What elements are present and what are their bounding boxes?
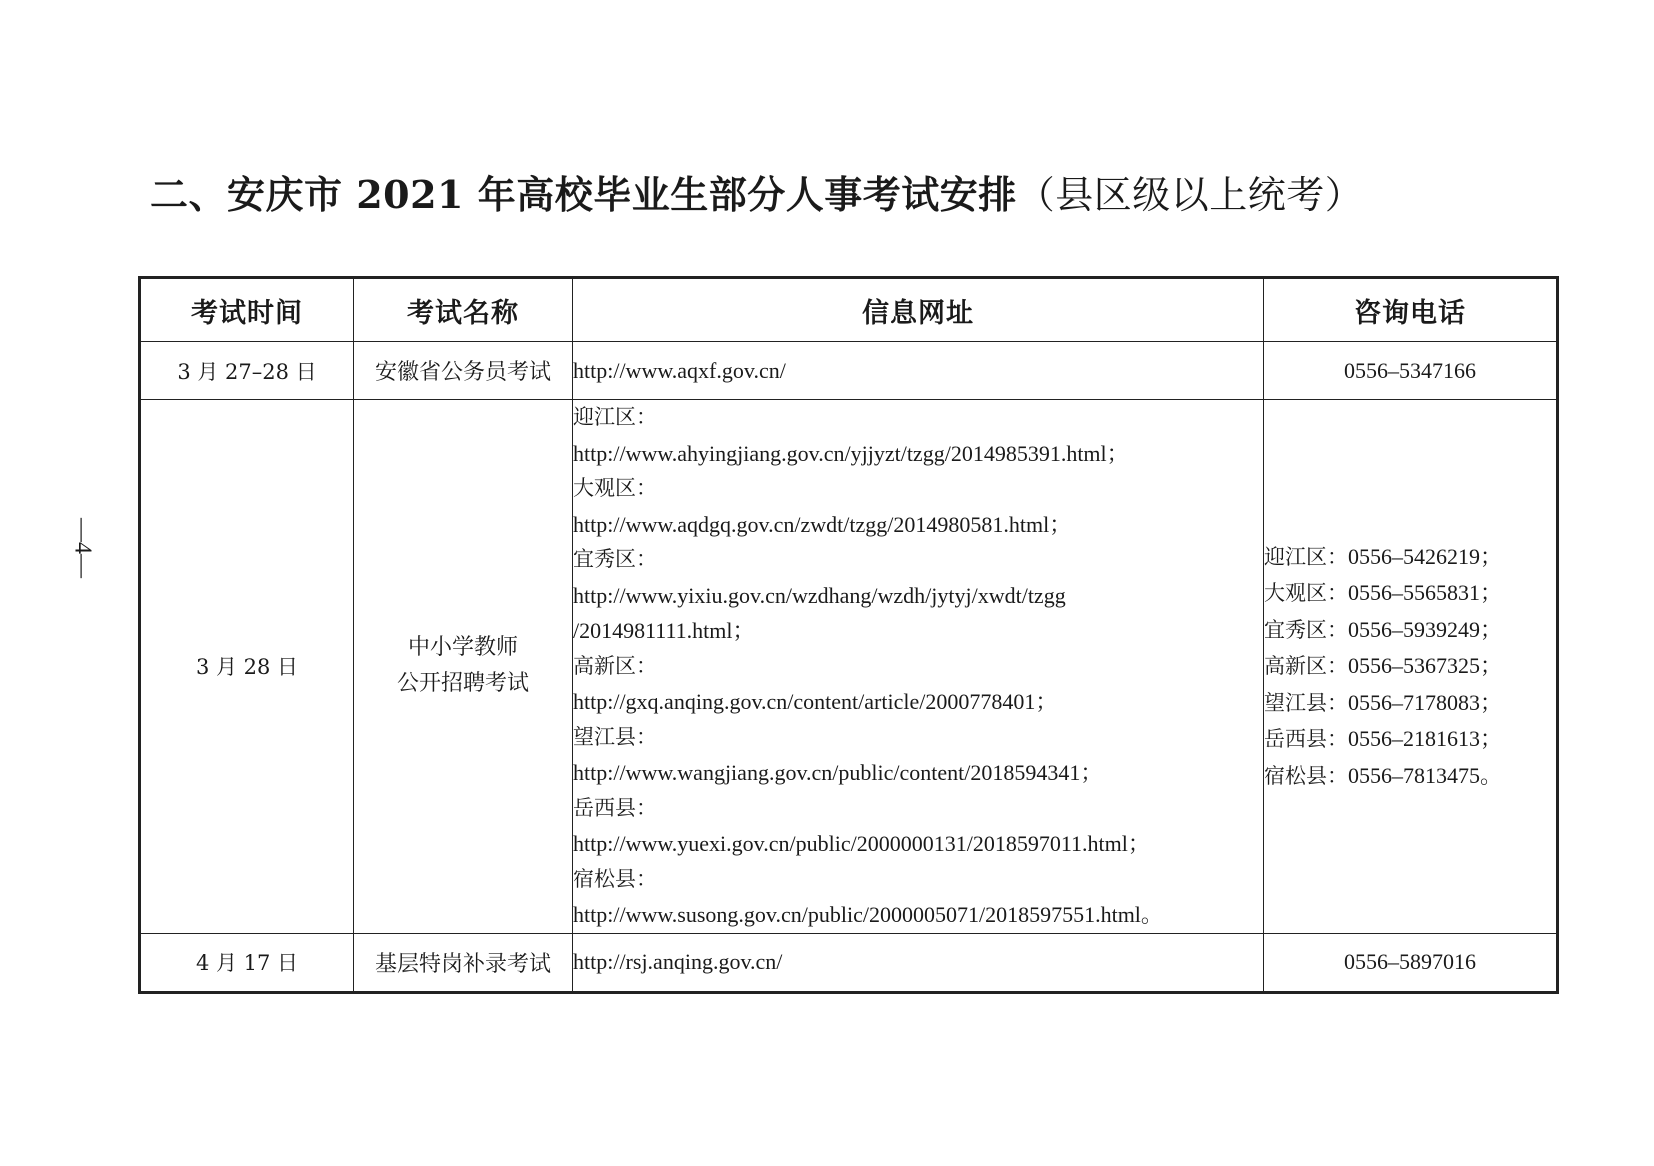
page-title (150, 164, 1530, 219)
row2-urls (573, 400, 1264, 934)
row3-phone: 0556–5897016 (1264, 933, 1558, 992)
phone-line (1264, 612, 1556, 649)
url-district-label: 宿松县： (573, 866, 657, 891)
phone-line (1264, 721, 1556, 758)
phone-line (1264, 575, 1556, 612)
table-row (140, 933, 1558, 992)
header-exam-name: 考试名称 (354, 278, 573, 342)
exam-schedule-table (138, 276, 1559, 994)
phone-label: 岳西县： (1264, 727, 1348, 751)
phone-number: 0556–5367325； (1348, 653, 1503, 678)
url-district-label: 望江县： (573, 724, 657, 749)
url-link[interactable]: http://www.susong.gov.cn/public/2000005071/2018597551.html。 (573, 902, 1163, 927)
row2-date: 3 月 28 日 (140, 400, 354, 934)
row2-name-line1: 中小学教师 (407, 635, 518, 661)
phone-label: 宿松县： (1264, 763, 1348, 788)
table-header-row (140, 278, 1558, 342)
phone-label: 宜秀区： (1264, 617, 1348, 642)
phone-number: 0556–5565831； (1348, 580, 1503, 605)
phone-number: 0556–5426219； (1348, 543, 1503, 569)
url-link[interactable]: http://www.wangjiang.gov.cn/public/content/2018594341； (573, 760, 1103, 785)
phone-line (1264, 648, 1556, 685)
header-exam-time: 考试时间 (140, 278, 354, 342)
row2-name-line2: 公开招聘考试 (396, 671, 529, 697)
phone-line (1264, 685, 1556, 722)
phone-label: 大观区： (1264, 581, 1348, 605)
url-link[interactable]: http://www.ahyingjiang.gov.cn/yjjyzt/tzgg/2014985391.html； (573, 440, 1129, 466)
title-suffix: （县区级以上统考） (1016, 173, 1364, 217)
title-main: 二、安庆市 2021 年高校毕业生部分人事考试安排 (150, 172, 1017, 217)
page-number: —4— (69, 518, 96, 578)
url-district-label: 迎江区： (573, 405, 657, 429)
url-link[interactable]: http://gxq.anqing.gov.cn/content/article/2000778401； (573, 689, 1058, 714)
table-row (140, 400, 1558, 934)
row1-name: 安徽省公务员考试 (354, 342, 573, 400)
phone-number: 0556–7178083； (1348, 689, 1503, 715)
url-link[interactable]: http://www.aqdgq.gov.cn/zwdt/tzgg/2014980581.html； (573, 511, 1072, 537)
url-district-label: 岳西县： (573, 795, 657, 820)
row2-phones (1264, 400, 1558, 934)
phone-number: 0556–7813475。 (1348, 762, 1503, 788)
url-link[interactable]: http://www.yixiu.gov.cn/wzdhang/wzdh/jytyj/xwdt/tzgg (573, 582, 1066, 608)
row1-date: 3 月 27–28 日 (140, 342, 354, 400)
url-district-label: 大观区： (573, 476, 657, 500)
phone-label: 迎江区： (1264, 544, 1348, 569)
url-district-label: 高新区： (573, 653, 657, 678)
phone-line (1264, 758, 1556, 795)
row1-phone: 0556–5347166 (1264, 342, 1558, 400)
url-link[interactable]: http://www.yuexi.gov.cn/public/2000000131/2018597011.html； (573, 831, 1150, 856)
table-row (140, 342, 1558, 400)
header-info-url: 信息网址 (573, 278, 1264, 342)
row3-name: 基层特岗补录考试 (354, 933, 573, 992)
phone-label: 高新区： (1264, 654, 1348, 678)
url-district-label: 宜秀区： (573, 547, 657, 571)
phone-number: 0556–5939249； (1348, 616, 1503, 642)
row1-url[interactable]: http://www.aqxf.gov.cn/ (573, 342, 1264, 400)
phone-line (1264, 539, 1556, 576)
row3-url[interactable]: http://rsj.anqing.gov.cn/ (573, 933, 1264, 992)
row2-name (354, 400, 573, 934)
phone-number: 0556–2181613； (1348, 726, 1503, 751)
url-link-continuation[interactable]: /2014981111.html； (573, 618, 755, 643)
phone-label: 望江县： (1264, 690, 1348, 715)
header-phone: 咨询电话 (1264, 278, 1558, 342)
row3-date: 4 月 17 日 (140, 933, 354, 992)
